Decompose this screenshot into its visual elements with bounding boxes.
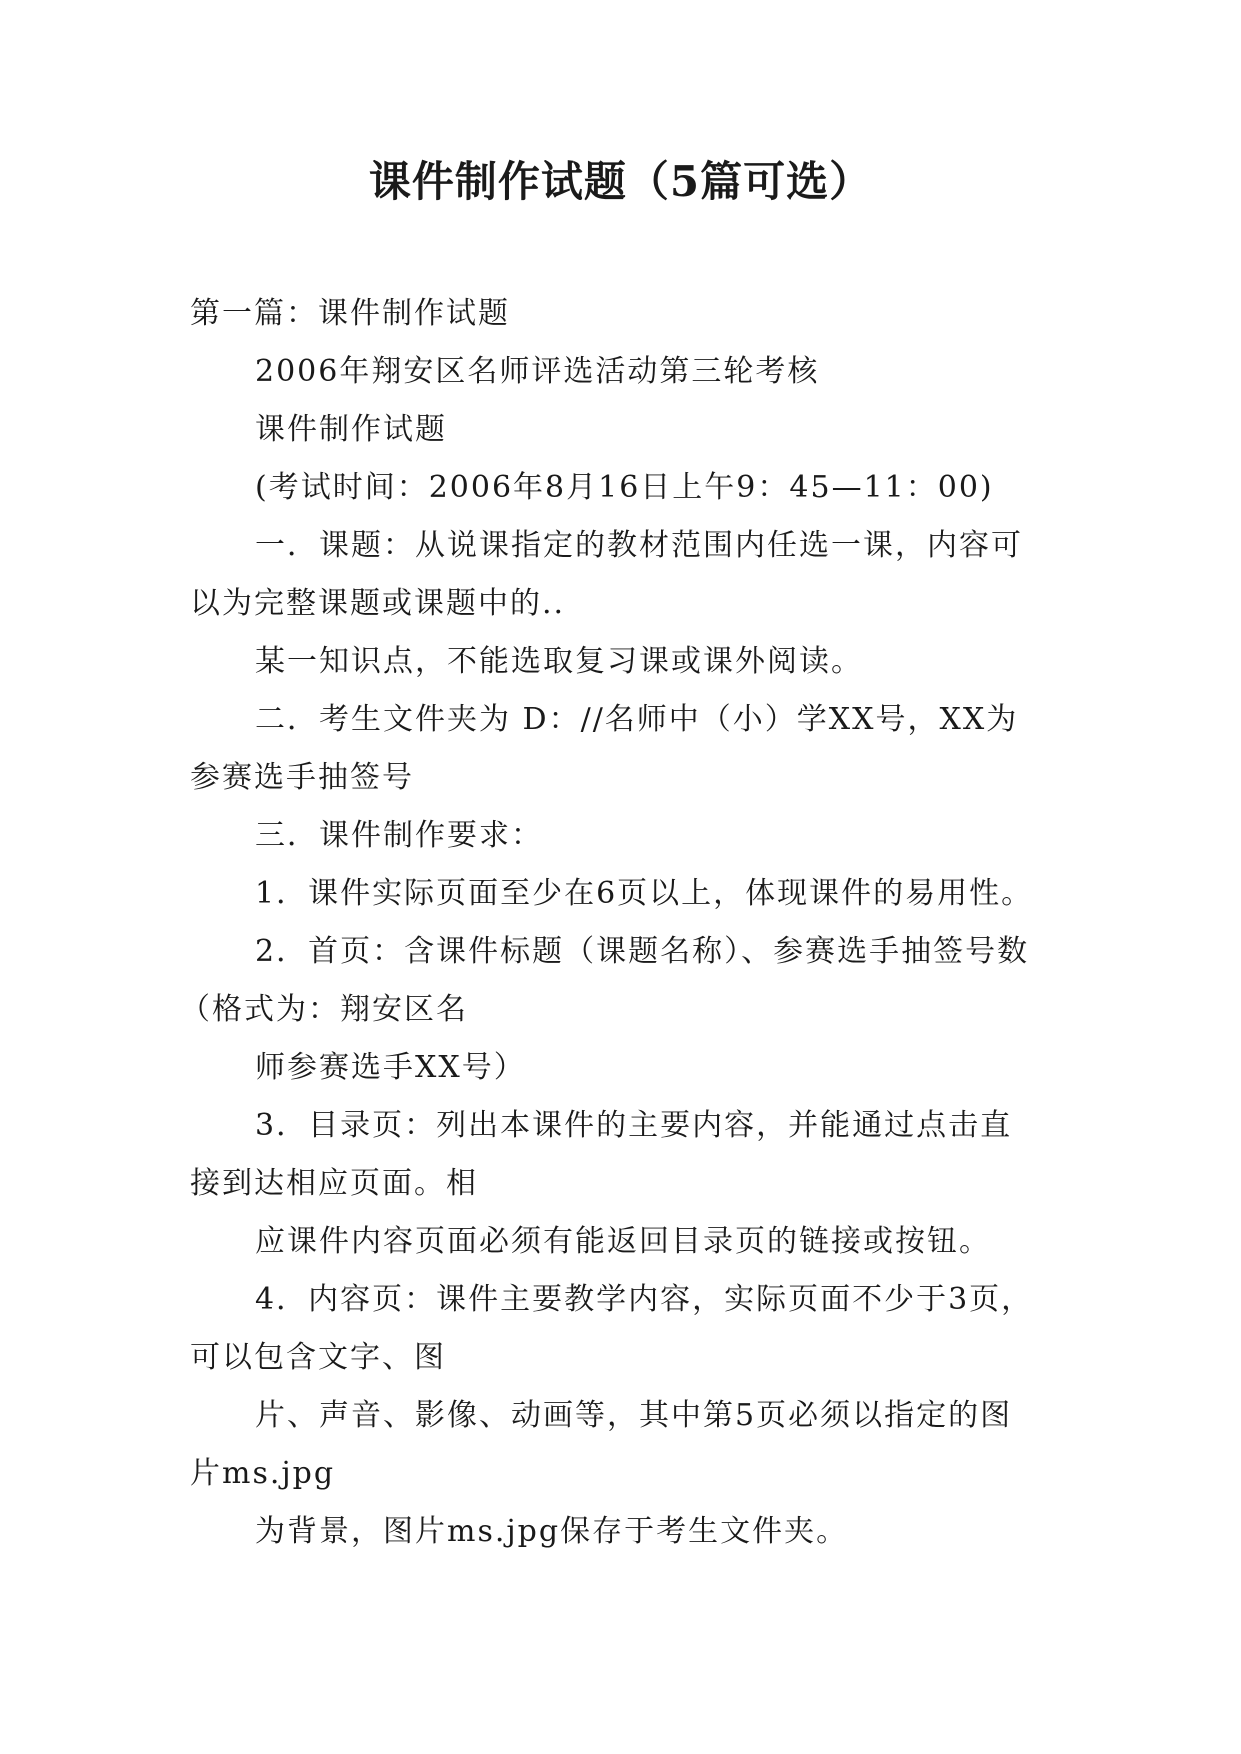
paragraph-line: 某一知识点，不能选取复习课或课外阅读。 [255, 644, 863, 679]
paragraph-line: 3．目录页：列出本课件的主要内容，并能通过点击直 [255, 1108, 1013, 1143]
paragraph-line: 课件制作试题 [255, 412, 447, 447]
paragraph-line: 二．考生文件夹为 D：//名师中（小）学XX号，XX为 [255, 702, 1019, 737]
paragraph-line: 可以包含文字、图 [190, 1340, 446, 1375]
paragraph-line: 师参赛选手XX号） [255, 1050, 526, 1085]
paragraph-line: 三．课件制作要求： [255, 818, 543, 853]
paragraph-line: 应课件内容页面必须有能返回目录页的链接或按钮。 [255, 1224, 991, 1259]
paragraph-line: 为背景，图片ms.jpg保存于考生文件夹。 [255, 1514, 849, 1549]
paragraph-line: 4．内容页：课件主要教学内容，实际页面不少于3页， [255, 1282, 1034, 1317]
paragraph-line: 2．首页：含课件标题（课题名称）、参赛选手抽签号数 [255, 934, 1030, 969]
paragraph-line: 片ms.jpg [190, 1456, 336, 1491]
paragraph-line: 接到达相应页面。相 [190, 1166, 478, 1201]
paragraph-line: 片、声音、影像、动画等，其中第5页必须以指定的图 [255, 1398, 1013, 1433]
document-title: 课件制作试题（5篇可选） [368, 157, 873, 206]
paragraph-line: 一．课题：从说课指定的教材范围内任选一课，内容可 [255, 528, 1023, 563]
paragraph-line: 参赛选手抽签号 [190, 760, 414, 795]
paragraph-line: (考试时间：2006年8月16日上午9：45—11：00) [255, 470, 994, 505]
section-heading: 第一篇：课件制作试题 [190, 296, 510, 331]
paragraph-line: （格式为：翔安区名 [180, 992, 468, 1027]
paragraph-line: 以为完整课题或课题中的.. [190, 586, 566, 621]
paragraph-line: 2006年翔安区名师评选活动第三轮考核 [255, 354, 820, 389]
paragraph-line: 1．课件实际页面至少在6页以上，体现课件的易用性。 [255, 876, 1034, 911]
